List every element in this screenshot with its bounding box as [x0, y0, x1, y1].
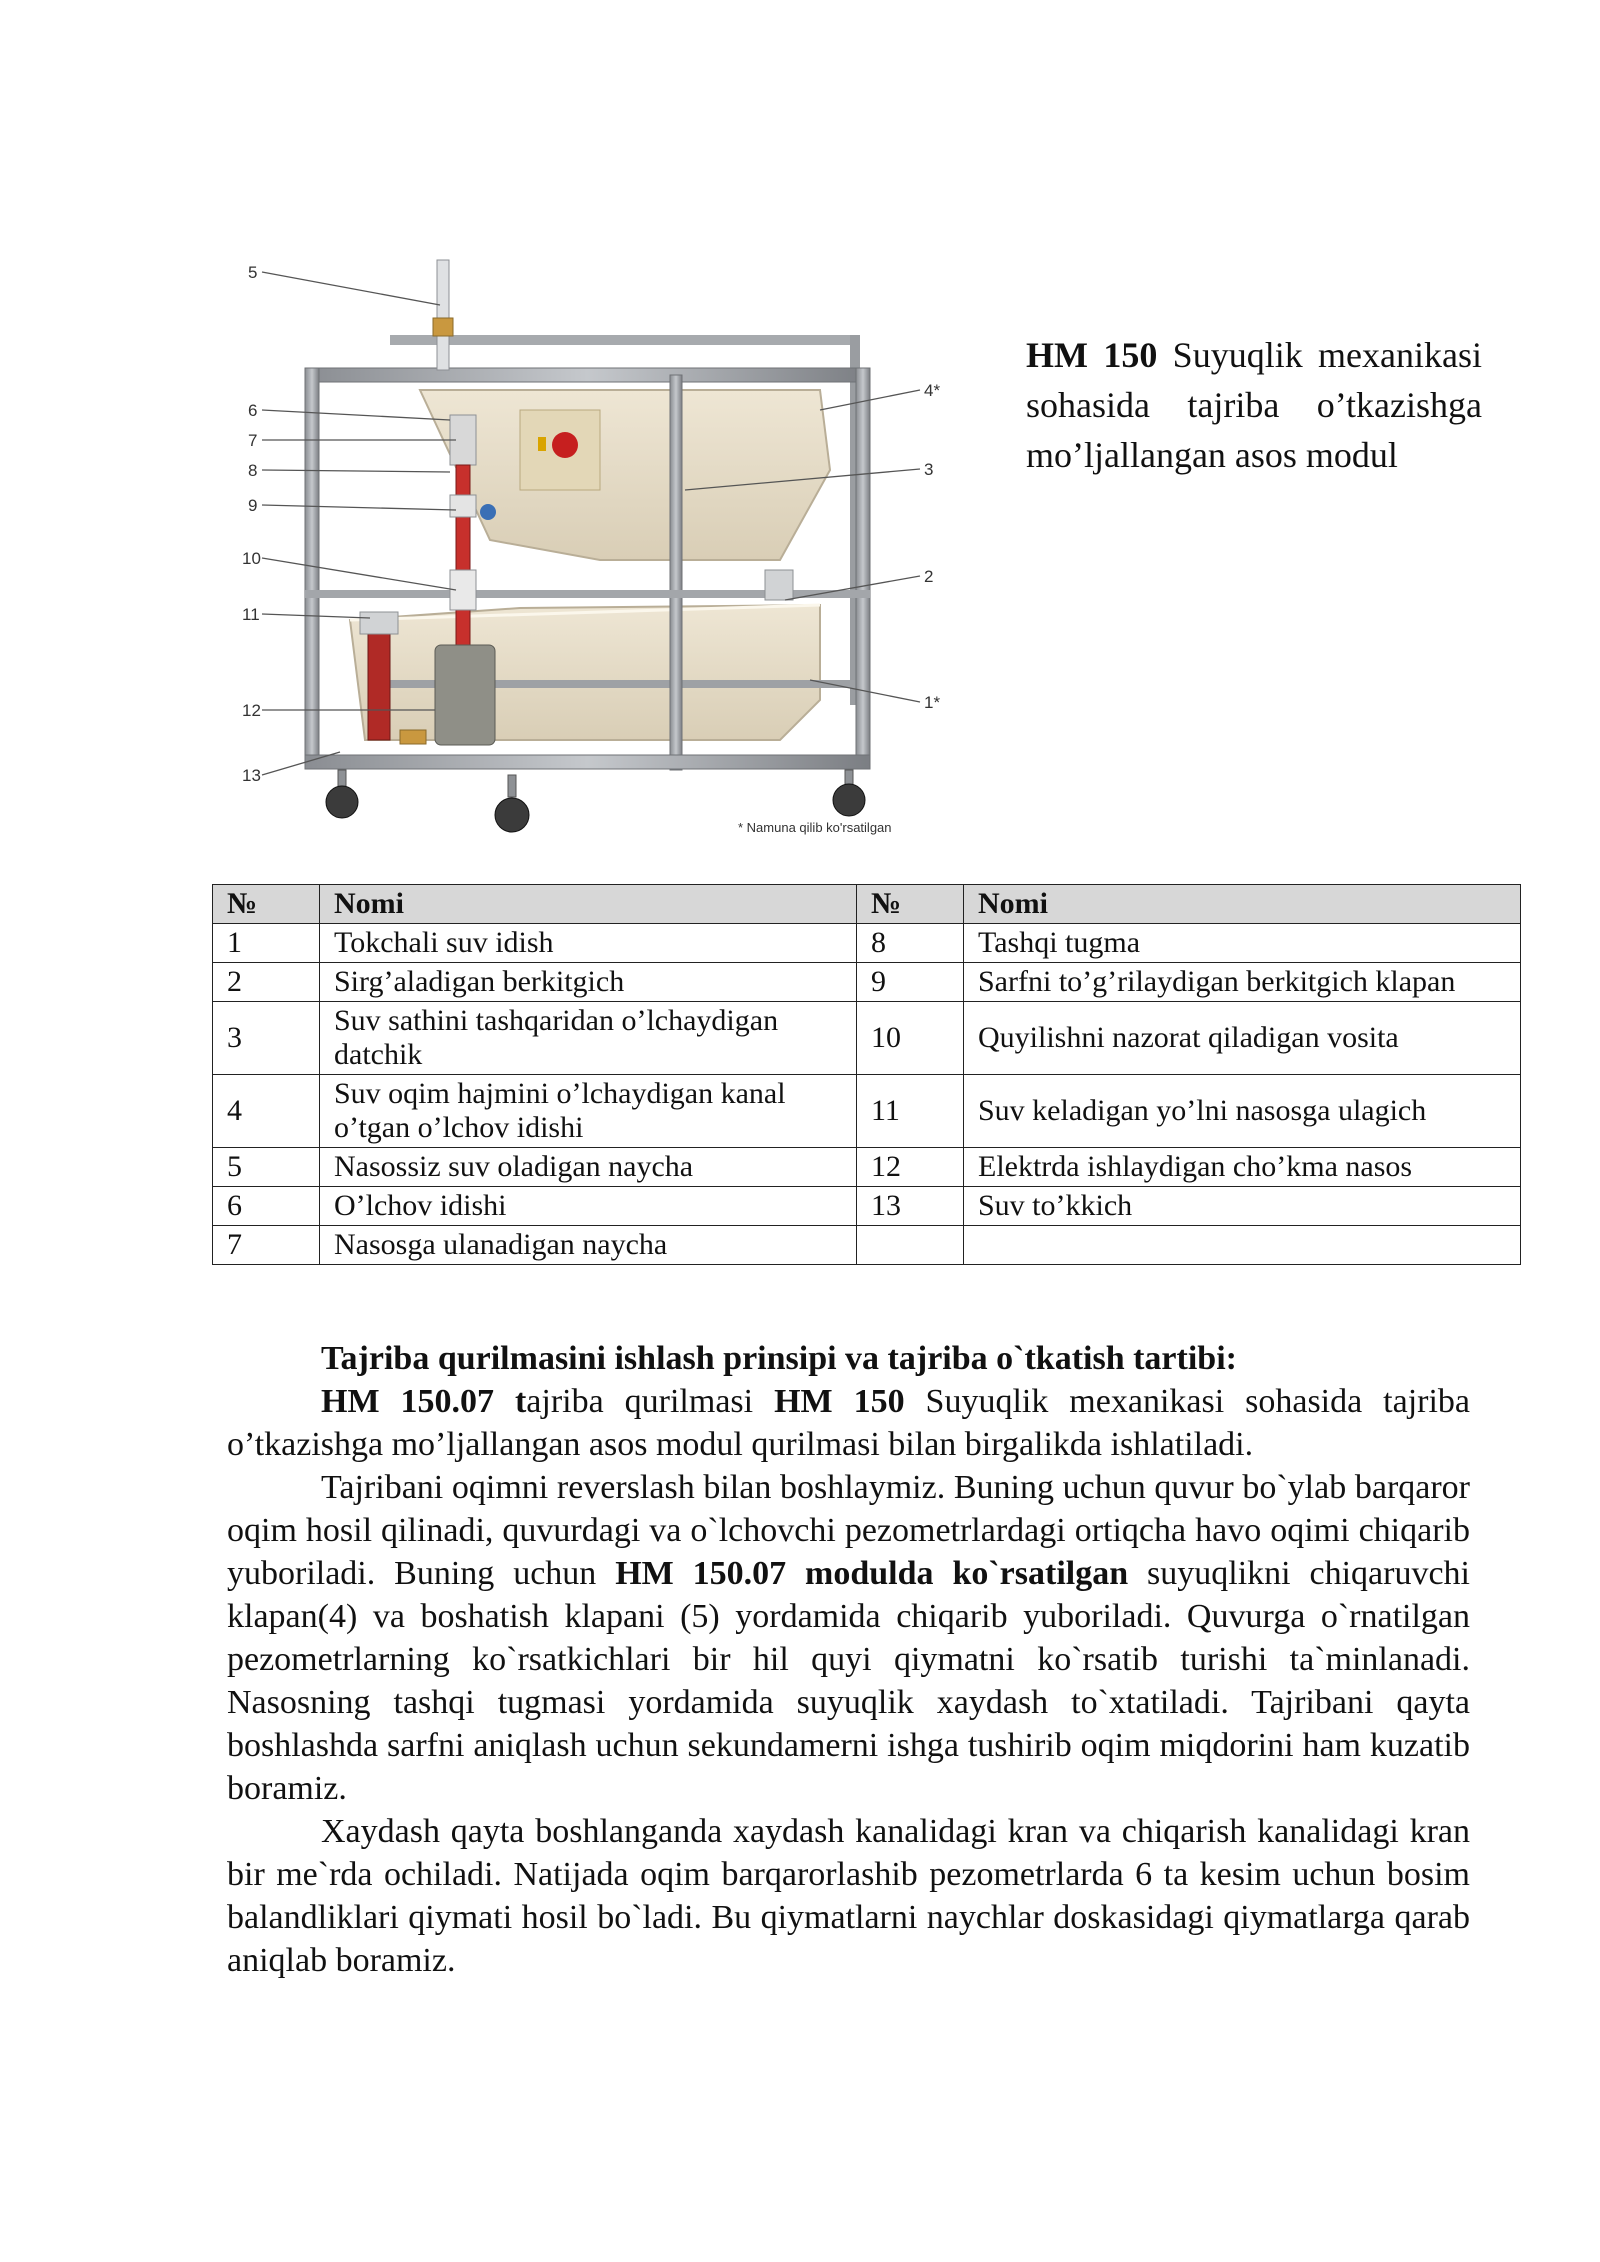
table-row: [213, 1002, 1521, 1075]
table-cell: Suv keladigan yo’lni nasosga ulagich: [964, 1075, 1521, 1148]
table-header-row: [213, 885, 1521, 924]
table-cell: 7: [213, 1226, 320, 1265]
table-row: [213, 1226, 1521, 1265]
table-cell: 1: [213, 924, 320, 963]
frame-top-front: [305, 368, 870, 382]
text-span: Tajribani oqimni reverslash bilan boshlaymiz. Buning uchun quvur bo`ylab barqaror oqim hosil qilinadi, quvurdagi va o`lchovchi pezometrlardagi ortiqcha havo oqimi chiqarib yuboriladi. Buning uchun: [227, 1469, 1470, 1592]
equipment-figure: [220, 240, 980, 850]
callout-11: 11: [242, 605, 260, 624]
callout-13: 13: [242, 766, 261, 785]
bold-text: HM 150.07 modulda ko`rsatilgan: [615, 1555, 1129, 1592]
header-number: №: [857, 885, 964, 924]
parts-table: [212, 884, 1521, 1265]
header-number: №: [213, 885, 320, 924]
table-cell: 3: [213, 1002, 320, 1075]
header-name: Nomi: [964, 885, 1521, 924]
callout-7: 7: [248, 431, 258, 450]
table-row: [213, 963, 1521, 1002]
table-cell: Nasosga ulanadigan naycha: [320, 1226, 857, 1265]
table-cell: Tashqi tugma: [964, 924, 1521, 963]
table-cell: Tokchali suv idish: [320, 924, 857, 963]
table-cell: [857, 1226, 964, 1265]
table-row: [213, 1075, 1521, 1148]
callout-2: 2: [924, 567, 934, 586]
table-cell: Nasossiz suv oladigan naycha: [320, 1148, 857, 1187]
caption-model: HM 150: [1026, 335, 1158, 375]
table-row: [213, 1187, 1521, 1226]
bold-text: HM 150: [774, 1383, 905, 1420]
table-cell: 2: [213, 963, 320, 1002]
table-cell: 5: [213, 1148, 320, 1187]
text-span: ajriba qurilmasi: [526, 1383, 775, 1420]
table-cell: Sarfni to’g’rilaydigan berkitgich klapan: [964, 963, 1521, 1002]
paragraph-1: [227, 1380, 1470, 1466]
paragraph-2: [227, 1466, 1470, 1810]
callout-10: 10: [242, 549, 261, 568]
equipment-illustration: [220, 240, 980, 850]
table-cell: Quyilishni nazorat qiladigan vosita: [964, 1002, 1521, 1075]
section-heading: Tajriba qurilmasini ishlash prinsipi va tajriba o`tkatish tartibi:: [321, 1340, 1237, 1377]
table-cell: [964, 1226, 1521, 1265]
table-cell: 9: [857, 963, 964, 1002]
callout-8: 8: [248, 461, 258, 480]
frame-left-post: [305, 368, 319, 768]
callout-4: 4*: [924, 381, 941, 400]
callout-9: 9: [248, 496, 258, 515]
table-cell: 13: [857, 1187, 964, 1226]
lower-tank: [350, 605, 820, 740]
text-span: suyuqlikni chiqaruvchi klapan(4) va boshatish klapani (5) yordamida chiqarib yuboriladi. Quvurga o`rnatilgan pezometrlarning ko`rsatkichlari bir hil quyi qiymatni ko`rsatib turishi ta`minlanadi. Nasosning tashqi tugmasi yordamida suyuqlik xaydash to`xtatiladi. Tajribani qayta boshlashda sarfni aniqlash uchun sekundamerni ishga tushirib oqim miqdorini ham kuzatib boramiz.: [227, 1555, 1470, 1807]
table-cell: 10: [857, 1002, 964, 1075]
frame-middle-post: [670, 375, 682, 770]
callout-5: 5: [248, 263, 258, 282]
table-cell: 4: [213, 1075, 320, 1148]
table-cell: 12: [857, 1148, 964, 1187]
callout-1: 1*: [924, 693, 941, 712]
figure-note: * Namuna qilib ko'rsatilgan: [738, 820, 892, 835]
table-cell: Elektrda ishlaydigan cho’kma nasos: [964, 1148, 1521, 1187]
frame-bottom-front: [305, 755, 870, 769]
table-cell: Sirg’aladigan berkitgich: [320, 963, 857, 1002]
figure-caption: [1026, 330, 1482, 480]
text-span: Suyuqlik mexanikasi sohasida tajriba o’tkazishga mo’ljallangan asos modul qurilmasi bilan birgalikda ishlatiladi.: [227, 1383, 1471, 1463]
upper-tank: [420, 390, 830, 560]
callout-6: 6: [248, 401, 258, 420]
table-cell: O’lchov idishi: [320, 1187, 857, 1226]
pump-body: [435, 645, 495, 745]
table-cell: 6: [213, 1187, 320, 1226]
bold-text: HM 150.07 t: [321, 1383, 527, 1420]
header-name: Nomi: [320, 885, 857, 924]
table-cell: 11: [857, 1075, 964, 1148]
caption-text: Suyuqlik mexanikasi sohasida tajriba o’tkazishga mo’ljallangan asos modul: [1026, 335, 1482, 475]
body-text: [227, 1337, 1470, 1982]
red-pipe: [456, 465, 470, 645]
callout-3: 3: [924, 460, 934, 479]
table-cell: Suv oqim hajmini o’lchaydigan kanal o’tgan o’lchov idishi: [320, 1075, 857, 1148]
callout-12: 12: [242, 701, 261, 720]
paragraph-3: Xaydash qayta boshlanganda xaydash kanalidagi kran va chiqarish kanalidagi kran bir me`rda ochiladi. Natijada oqim barqarorlashib pezometrlarda 6 ta kesim uchun bosim balandliklari qiymati hosil bo`ladi. Bu qiymatlarni naychlar doskasidagi qiymatlarga qarab aniqlab boramiz.: [227, 1813, 1470, 1979]
switch-red: [552, 432, 578, 458]
table-cell: 8: [857, 924, 964, 963]
table-row: [213, 924, 1521, 963]
table-cell: Suv to’kkich: [964, 1187, 1521, 1226]
table-row: [213, 1148, 1521, 1187]
stand-pipe: [437, 260, 449, 370]
table-cell: Suv sathini tashqaridan o’lchaydigan datchik: [320, 1002, 857, 1075]
frame-right-post: [856, 368, 870, 768]
